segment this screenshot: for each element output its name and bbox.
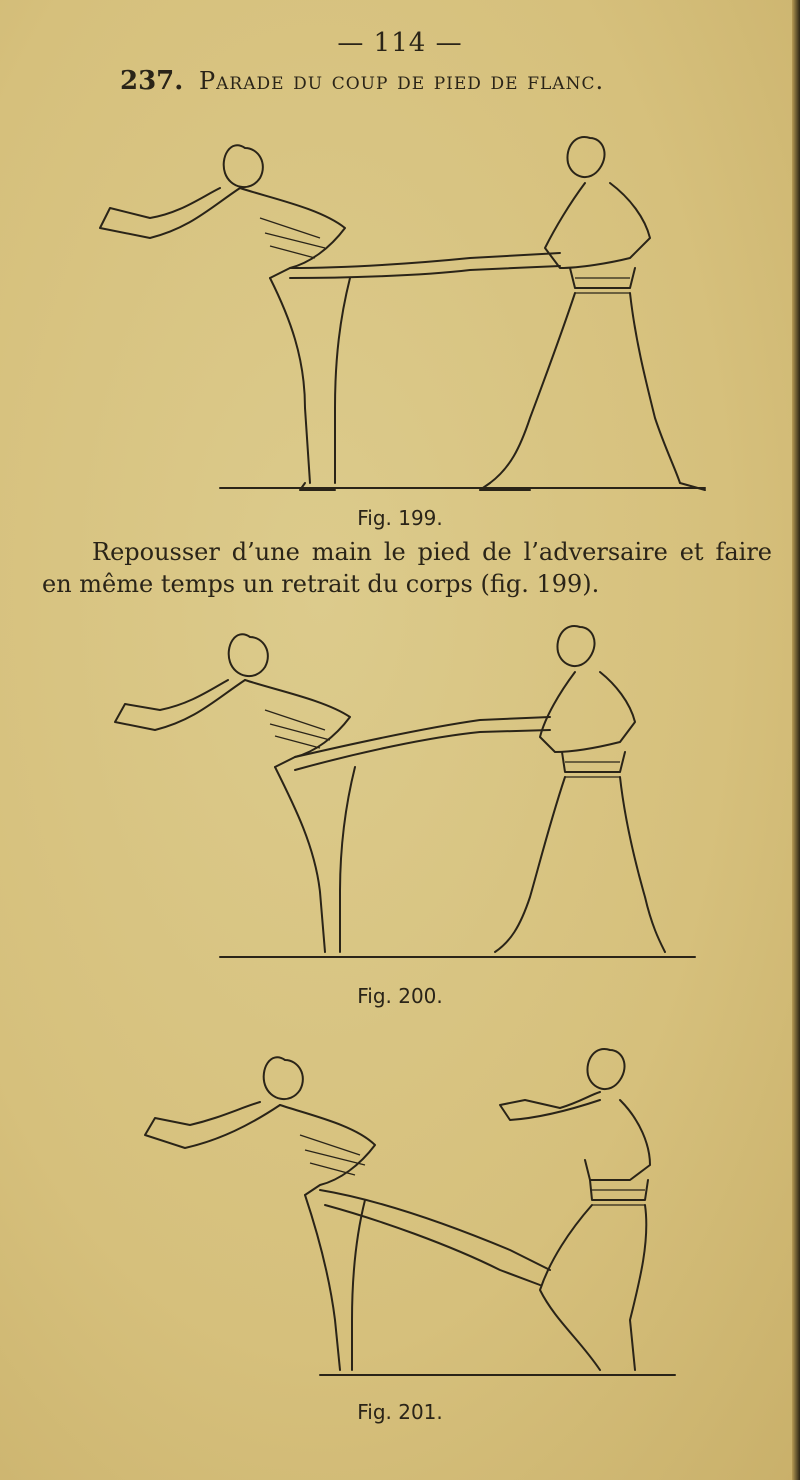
figure-200-caption: Fig. 200. (357, 984, 443, 1008)
section-heading (120, 66, 604, 96)
figure-201-illustration (130, 1030, 680, 1392)
page-edge-shadow (792, 0, 800, 1480)
figure-199-illustration (90, 118, 710, 498)
figure-201-caption: Fig. 201. (357, 1400, 443, 1424)
figure-200-illustration (100, 612, 700, 972)
section-number: 237. (120, 66, 184, 96)
figure-199-caption: Fig. 199. (357, 506, 443, 530)
page-number: — 114 — (337, 28, 463, 58)
body-paragraph: Repousser d’une main le pied de l’adversaire et faire en même temps un retrait du corps (fig. 199). (42, 538, 772, 598)
section-title: Parade du coup de pied de flanc. (198, 67, 605, 95)
